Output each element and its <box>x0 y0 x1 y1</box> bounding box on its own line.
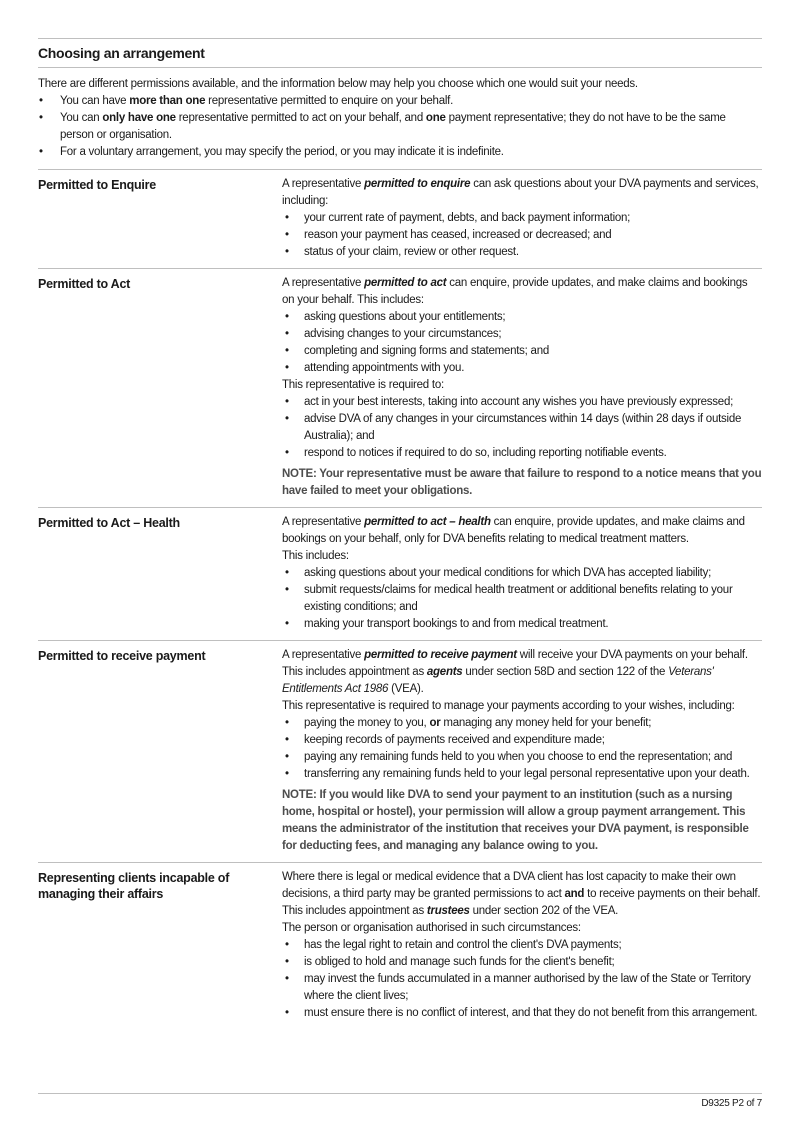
list-item: • submit requests/claims for medical health treatment or additional benefits relating to your existing conditions; and <box>282 582 762 616</box>
text: A representative <box>282 516 365 528</box>
content <box>38 38 762 1029</box>
paragraph <box>282 275 762 309</box>
footer-rule <box>38 1093 762 1094</box>
list-item: • may invest the funds accumulated in a manner authorised by the law of the State or Territory where the client lives; <box>282 971 762 1005</box>
paragraph: This representative is required to manage your payments according to your wishes, including: <box>282 700 735 712</box>
emphasis: permitted to enquire <box>364 178 471 190</box>
list-item: • making your transport bookings to and from medical treatment. <box>282 616 762 633</box>
row-body <box>282 176 762 261</box>
list-item: • completing and signing forms and statements; and <box>282 343 762 360</box>
list-item: • status of your claim, review or other request. <box>282 244 762 261</box>
emphasis: agents <box>426 666 463 678</box>
text: You can <box>60 112 103 124</box>
paragraph: This includes: <box>282 550 349 562</box>
list-item: • attending appointments with you. <box>282 360 762 377</box>
paragraph <box>282 869 762 920</box>
row-body <box>282 647 762 855</box>
row-permitted-to-receive-payment <box>38 640 762 862</box>
text: representative permitted to enquire on your behalf. <box>205 95 454 107</box>
emphasis: permitted to act – health <box>364 516 491 528</box>
paragraph <box>282 176 762 210</box>
intro-bullet <box>38 93 762 110</box>
list-item: • your current rate of payment, debts, and back payment information; <box>282 210 762 227</box>
list-item: • paying any remaining funds held to you when you choose to end the representation; and <box>282 749 762 766</box>
text: will receive your DVA payments on your behalf. This includes appointment as <box>282 649 748 678</box>
bullet-list <box>282 715 762 783</box>
row-body <box>282 869 762 1022</box>
list-item: • reason your payment has ceased, increased or decreased; and <box>282 227 762 244</box>
section-title: Choosing an arrangement <box>38 45 205 61</box>
list-item <box>282 715 762 732</box>
list-item: • transferring any remaining funds held to your legal personal representative upon your death. <box>282 766 762 783</box>
row-permitted-to-act-health <box>38 507 762 640</box>
act-title: Veterans' Entitlements Act 1986 <box>282 666 714 695</box>
list-item: • must ensure there is no conflict of interest, and that they do not benefit from this arrangement. <box>282 1005 762 1022</box>
bullet-list <box>282 565 762 633</box>
row-incapable-clients <box>38 862 762 1029</box>
intro-block <box>38 68 762 161</box>
note: NOTE: If you would like DVA to send your payment to an institution (such as a nursing home, hospital or hostel), your permission will allow a group payment arrangement. This means the administrator of the institution that receives your DVA payment, is responsible for deducting fees, and managing any balance owing to you. <box>282 789 749 852</box>
paragraph: This representative is required to: <box>282 379 444 391</box>
text: A representative <box>282 649 365 661</box>
intro-bullet <box>38 110 762 144</box>
paragraph <box>282 647 762 698</box>
bold-text: and <box>564 888 585 900</box>
row-label: Permitted to Act <box>38 277 131 291</box>
text: paying the money to you, <box>304 717 430 729</box>
list-item: • has the legal right to retain and control the client's DVA payments; <box>282 937 762 954</box>
emphasis: permitted to receive payment <box>364 649 517 661</box>
text: under section 202 of the VEA. <box>469 905 619 917</box>
page-footer: D9325 P2 of 7 <box>701 1098 762 1109</box>
row-label: Permitted to Act – Health <box>38 516 180 530</box>
text: to receive payments on their behalf. This includes appointment as <box>282 888 761 917</box>
text: can ask questions about your DVA payments and services, including: <box>282 178 759 207</box>
bold-text: more than one <box>129 95 206 107</box>
row-permitted-to-act <box>38 268 762 507</box>
text: You can have <box>60 95 130 107</box>
list-item: • keeping records of payments received and expenditure made; <box>282 732 762 749</box>
intro-bullets <box>38 93 762 161</box>
intro-text: There are different permissions available, and the information below may help you choose which one would suit your needs. <box>38 78 638 90</box>
paragraph: The person or organisation authorised in such circumstances: <box>282 922 581 934</box>
note: NOTE: Your representative must be aware that failure to respond to a notice means that you have failed to meet your obligations. <box>282 468 762 497</box>
bullet-list <box>282 210 762 261</box>
text: under section 58D and section 122 of the <box>462 666 669 678</box>
bullet-list <box>282 309 762 377</box>
list-item: • is obliged to hold and manage such funds for the client's benefit; <box>282 954 762 971</box>
list-item: • advise DVA of any changes in your circumstances within 14 days (within 28 days if outside Australia); and <box>282 411 762 445</box>
text: payment representative; they do not have to be the same person or organisation. <box>60 112 726 141</box>
text: A representative <box>282 277 365 289</box>
bold-text: one <box>425 112 446 124</box>
bullet-list <box>282 394 762 462</box>
row-permitted-to-enquire <box>38 169 762 268</box>
bullet-list <box>282 937 762 1022</box>
list-item: • advising changes to your circumstances; <box>282 326 762 343</box>
row-label: Representing clients incapable of managing their affairs <box>38 871 230 901</box>
list-item: • respond to notices if required to do so, including reporting notifiable events. <box>282 445 762 462</box>
bold-text: or <box>429 717 441 729</box>
text: (VEA). <box>388 683 424 695</box>
list-item: • asking questions about your medical conditions for which DVA has accepted liability; <box>282 565 762 582</box>
bold-text: only have one <box>102 112 176 124</box>
text: managing any money held for your benefit; <box>440 717 652 729</box>
emphasis: trustees <box>426 905 470 917</box>
row-label: Permitted to receive payment <box>38 649 206 663</box>
row-label: Permitted to Enquire <box>38 178 156 192</box>
emphasis: permitted to act <box>364 277 447 289</box>
text: can enquire, provide updates, and make claims and bookings on your behalf. This includes: <box>282 277 748 306</box>
text: A representative <box>282 178 365 190</box>
text: representative permitted to act on your behalf, and <box>175 112 426 124</box>
row-body <box>282 514 762 633</box>
text: can enquire, provide updates, and make claims and bookings on your behalf, only for DVA benefits relating to medical treatment matters. <box>282 516 745 545</box>
text: Where there is legal or medical evidence that a DVA client has lost capacity to make their own decisions, a third party may be granted permissions to act <box>282 871 736 900</box>
list-item: • act in your best interests, taking into account any wishes you have previously expressed; <box>282 394 762 411</box>
list-item: • asking questions about your entitlements; <box>282 309 762 326</box>
intro-bullet: • For a voluntary arrangement, you may specify the period, or you may indicate it is indefinite. <box>38 144 762 161</box>
row-body <box>282 275 762 500</box>
paragraph <box>282 514 762 548</box>
